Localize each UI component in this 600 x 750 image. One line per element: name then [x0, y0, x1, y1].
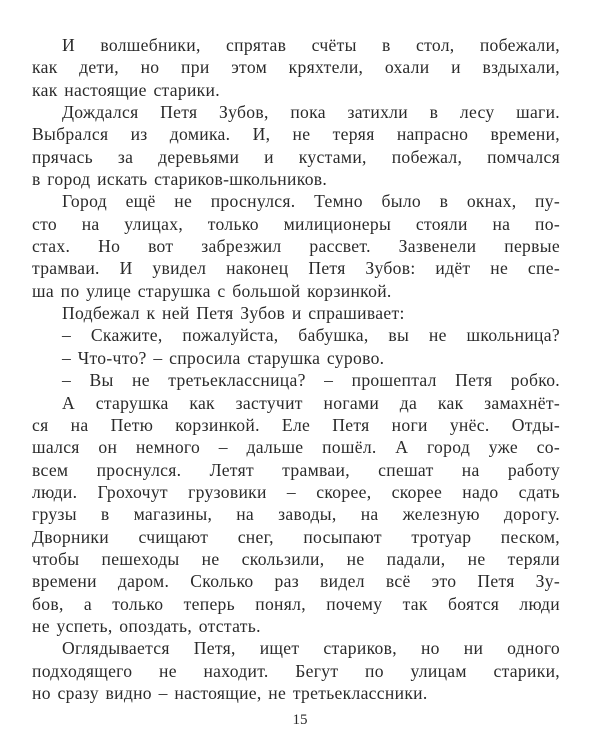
- text-line: Дождался Петя Зубов, пока затихли в лесу шаги.: [62, 102, 560, 123]
- text-line: И волшебники, спрятав счёты в стол, побежали,: [62, 35, 560, 55]
- text-line: сто на улицах, только милиционеры стояли на по-: [32, 213, 560, 234]
- text-line: – Что-что? – спросила старушка сурово.: [62, 347, 385, 368]
- text-line: в город искать стариков-школьников.: [32, 169, 328, 190]
- page-number: 15: [292, 712, 308, 728]
- text-line: подходящего не находит. Бегут по улицам старики,: [32, 660, 560, 681]
- text-line: Выбрался из домика. И, не теряя напрасно времени,: [32, 124, 560, 145]
- text-line: как настоящие старики.: [32, 79, 220, 100]
- text-line: как дети, но при этом кряхтели, охали и вздыхали,: [32, 57, 560, 78]
- text-line: Подбежал к ней Петя Зубов и спрашивает:: [62, 303, 405, 324]
- page-body-text: [32, 34, 560, 704]
- text-line: но сразу видно – настоящие, не третьеклассники.: [32, 682, 428, 703]
- text-line: бов, а только теперь понял, почему так боятся люди: [32, 593, 560, 614]
- text-line: грузы в магазины, на заводы, на железную дорогу.: [32, 504, 560, 525]
- text-line: стах. Но вот забрезжил рассвет. Зазвенели первые: [32, 236, 560, 257]
- text-line: – Скажите, пожалуйста, бабушка, вы не школьница?: [62, 325, 560, 346]
- text-line: ша по улице старушка с большой корзинкой.: [32, 280, 392, 301]
- text-line: Город ещё не проснулся. Темно было в окнах, пу-: [62, 191, 560, 212]
- text-line: А старушка как застучит ногами да как замахнёт-: [62, 392, 560, 413]
- text-line: всем проснулся. Летят трамваи, спешат на работу: [32, 459, 560, 480]
- text-line: не успеть, опоздать, отстать.: [32, 615, 261, 636]
- text-line: трамваи. И увидел наконец Петя Зубов: идёт не спе-: [32, 258, 560, 279]
- text-line: времени даром. Сколько раз видел всё это Петя Зу-: [32, 571, 560, 592]
- text-line: – Вы не третьеклассница? – прошептал Петя робко.: [62, 370, 560, 391]
- text-line: чтобы пешеходы не скользили, не падали, не теряли: [32, 548, 560, 569]
- text-line: люди. Грохочут грузовики – скорее, скорее надо сдать: [32, 481, 560, 502]
- text-line: Оглядывается Петя, ищет стариков, но ни одного: [62, 638, 560, 659]
- text-line: Дворники счищают снег, посыпают тротуар песком,: [32, 526, 560, 547]
- text-line: шался он немного – дальше пошёл. А город уже со-: [32, 437, 560, 458]
- text-line: прячась за деревьями и кустами, побежал, помчался: [32, 146, 560, 167]
- text-line: ся на Петю корзинкой. Еле Петя ноги унёс. Отды-: [32, 414, 560, 435]
